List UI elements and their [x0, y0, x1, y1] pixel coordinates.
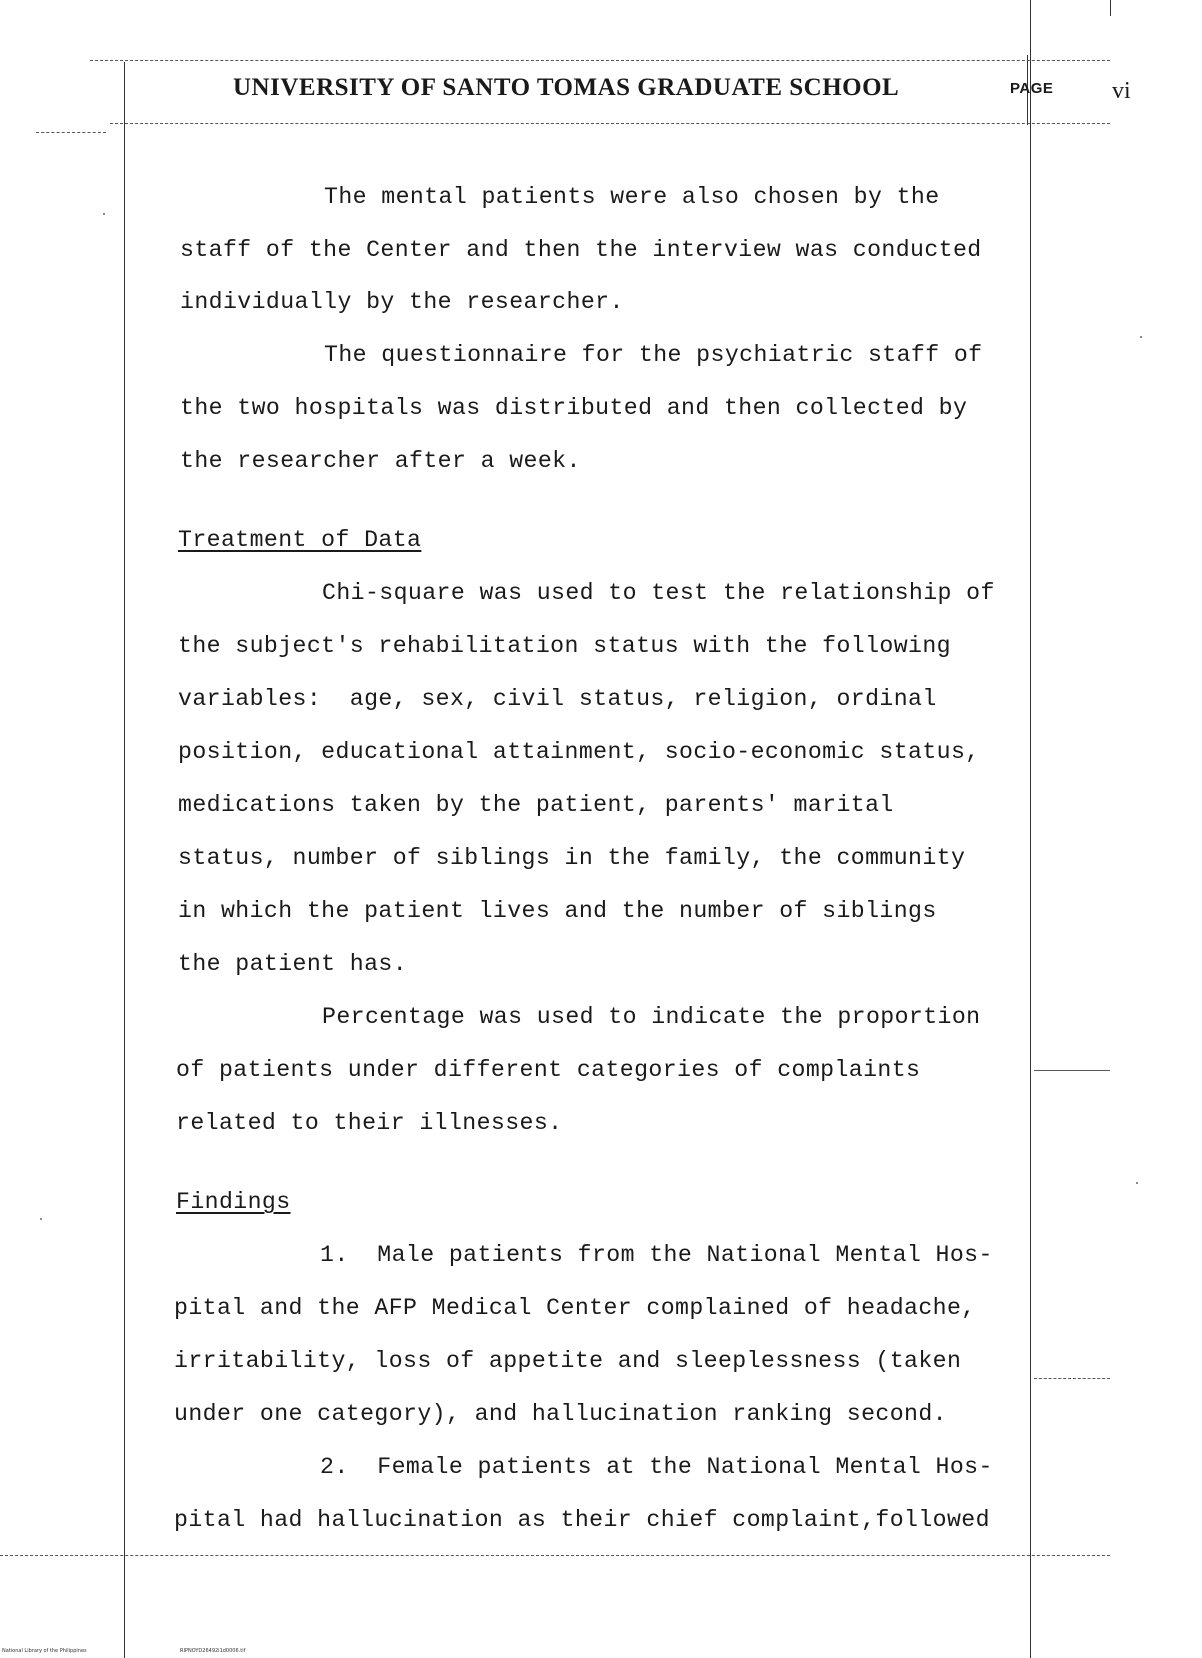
text-line: Chi-square was used to test the relationship of [322, 580, 995, 606]
left-stub-rule [36, 132, 106, 133]
header-top-rule [90, 60, 1110, 61]
section-heading-findings: Findings [176, 1189, 291, 1215]
text-line: pital and the AFP Medical Center complained of headache, [174, 1295, 976, 1321]
section-heading-treatment: Treatment of Data [178, 527, 422, 553]
file-id-stamp: RIPNOYD26492i1d0006.tif [180, 1648, 246, 1654]
right-margin-rule [1030, 0, 1031, 1658]
scan-speck [1140, 336, 1142, 338]
text-line: the two hospitals was distributed and then collected by [180, 395, 968, 421]
header-bottom-rule [110, 123, 1110, 124]
scan-speck [103, 213, 105, 215]
text-line: the researcher after a week. [180, 448, 581, 474]
text-line: related to their illnesses. [176, 1110, 563, 1136]
page-label: PAGE [1010, 80, 1054, 97]
text-line: position, educational attainment, socio-economic status, [178, 739, 980, 765]
text-line: under one category), and hallucination ranking second. [174, 1401, 947, 1427]
text-line: 1. Male patients from the National Mental Hos- [320, 1242, 993, 1268]
text-line: individually by the researcher. [180, 289, 624, 315]
text-line: Percentage was used to indicate the proportion [322, 1004, 981, 1030]
text-line: the patient has. [178, 951, 408, 977]
school-header: UNIVERSITY OF SANTO TOMAS GRADUATE SCHOOL [233, 74, 900, 101]
text-line: of patients under different categories of complaints [176, 1057, 921, 1083]
text-line: variables: age, sex, civil status, religion, ordinal [178, 686, 937, 712]
text-line: status, number of siblings in the family, the community [178, 845, 966, 871]
page-number: vi [1112, 78, 1131, 104]
right-margin-mark-1 [1034, 1070, 1110, 1071]
right-margin-mark-2 [1034, 1378, 1110, 1379]
text-line: staff of the Center and then the interview was conducted [180, 237, 982, 263]
text-line: the subject's rehabilitation status with the following [178, 633, 951, 659]
text-line: medications taken by the patient, parents' marital [178, 792, 894, 818]
left-margin-rule [124, 62, 125, 1658]
corner-tick [1110, 0, 1111, 16]
library-stamp: National Library of the Philippines [2, 1648, 87, 1654]
text-line: The mental patients were also chosen by the [324, 184, 940, 210]
text-line: pital had hallucination as their chief complaint,followed [174, 1507, 990, 1533]
text-line: 2. Female patients at the National Mental Hos- [320, 1454, 993, 1480]
bottom-rule [0, 1555, 1110, 1556]
text-line: in which the patient lives and the number of siblings [178, 898, 937, 924]
text-line: irritability, loss of appetite and sleeplessness (taken [174, 1348, 962, 1374]
scan-speck [1136, 1182, 1138, 1184]
scan-speck [40, 1218, 42, 1220]
text-line: The questionnaire for the psychiatric staff of [324, 342, 983, 368]
